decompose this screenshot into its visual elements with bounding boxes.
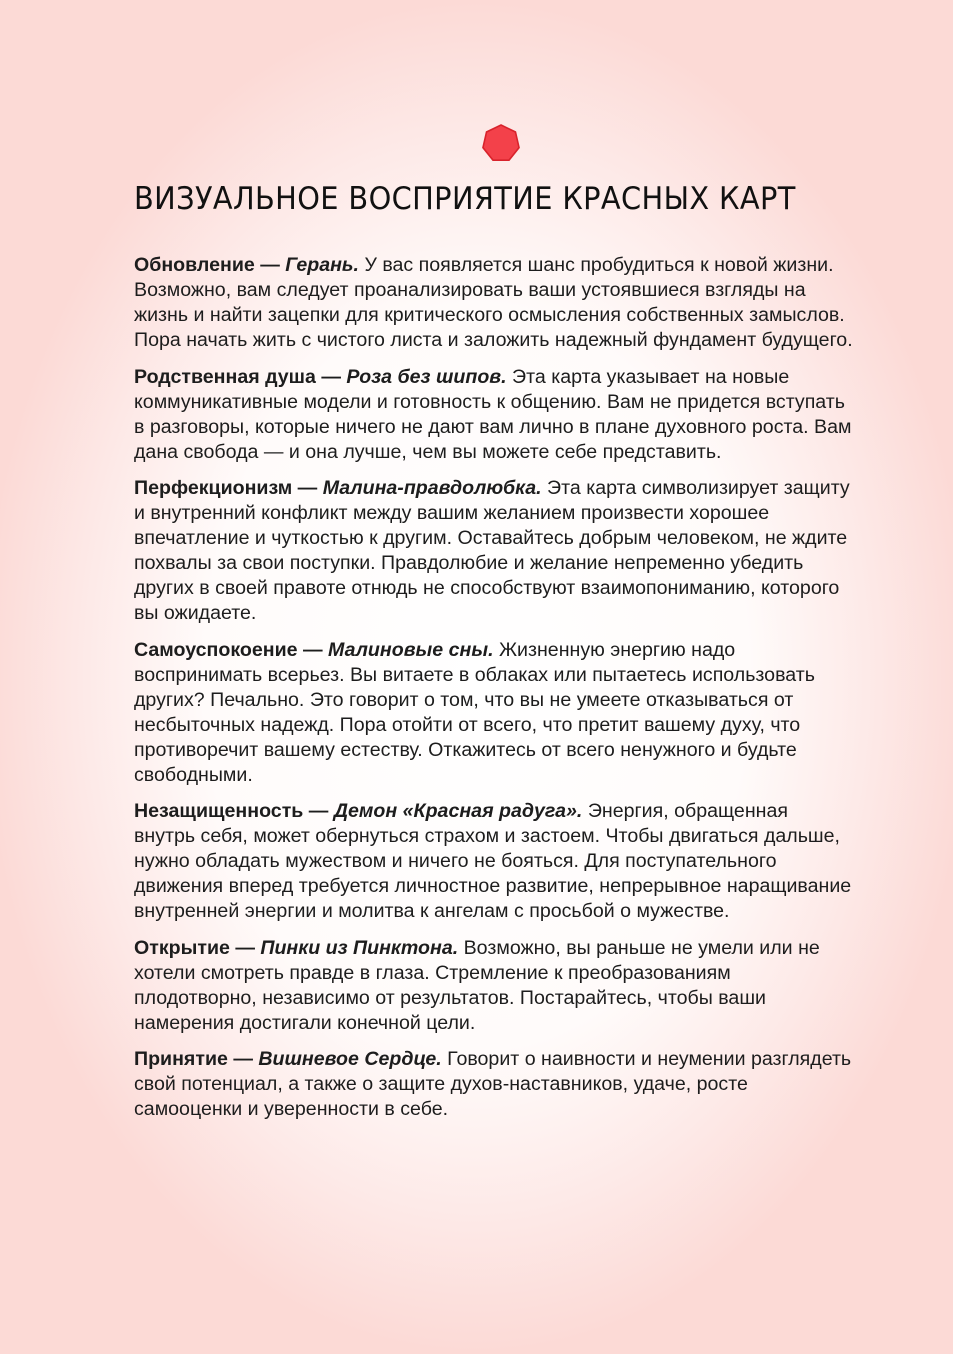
red-heptagon-icon <box>481 123 521 163</box>
card-term: Незащищенность <box>134 800 304 822</box>
card-description: Энергия, обращенная внутрь себя, может обернуться страхом и застоем. Чтобы двигаться дальше, нужно обладать мужеством и ничего не бояться. Для поступательного движения вперед требуется личностное развитие, непрерывное наращивание внутренней энергии и молитва к ангелам с просьбой о мужестве. <box>134 800 852 922</box>
card-term: Перфекционизм <box>134 477 293 499</box>
card-term: Открытие <box>134 936 230 959</box>
card-name: Вишневое Сердце. <box>258 1048 442 1070</box>
card-description: Эта карта символизирует защиту и внутренний конфликт между вашим желанием произвести хорошее впечатление и чуткостью к другим. Оставайтесь добрым человеком, не ждите похвалы за свои поступки. Правдолюбие и желание непременно убедить других в своей правоте отнюдь не способствуют взаимопониманию, которого вы ожидаете. <box>134 477 850 624</box>
card-name: Роза без шипов. <box>346 365 507 388</box>
card-entry-acceptance <box>134 1047 854 1122</box>
dash: — <box>227 1048 259 1070</box>
dash: — <box>229 936 261 959</box>
dash: — <box>303 800 334 822</box>
card-entry-renewal <box>134 253 854 353</box>
card-description: Говорит о наивности и неумении разглядеть свой потенциал, а также о защите духов-наставников, удаче, росте самооценки и уверенности в себе. <box>134 1048 852 1120</box>
card-description: Эта карта указывает на новые коммуникативные модели и готовность к общению. Вам не придется вступать в разговоры, которые ничего не дают вам лично в плане духовного роста. Вам дана свобода — и она лучше, чем вы можете себе представить. <box>134 365 852 463</box>
dash: — <box>254 254 286 276</box>
dash: — <box>315 365 347 388</box>
card-entry-perfectionism <box>134 476 854 626</box>
card-name: Малина-правдолюбка. <box>322 477 542 499</box>
card-entry-insecurity <box>134 799 854 924</box>
page-title: ВИЗУАЛЬНОЕ ВОСПРИЯТИЕ КРАСНЫХ КАРТ <box>134 181 796 217</box>
card-name: Пинки из Пинктона. <box>260 936 459 959</box>
card-entry-discovery <box>134 936 854 1036</box>
card-descriptions <box>134 253 854 1134</box>
card-name: Малиновые сны. <box>328 638 494 661</box>
card-term: Самоуспокоение <box>134 638 298 661</box>
card-description: Жизненную энергию надо воспринимать всерьез. Вы витаете в облаках или пытаетесь использовать других? Печально. Это говорит о том, что вы не умеете отказываться от несбыточных надежд. Пора отойти от всего, что претит вашему духу, что противоречит вашему естеству. Откажитесь от всего ненужного и будьте свободными. <box>134 638 815 786</box>
card-entry-complacency <box>134 638 854 788</box>
dash: — <box>297 638 329 661</box>
card-name: Демон «Красная радуга». <box>333 800 583 822</box>
card-description: У вас появляется шанс пробудиться к новой жизни. Возможно, вам следует проанализировать ваши устоявшиеся взгляды на жизнь и найти зацепки для критического осмысления собственных замыслов. Пора начать жить с чистого листа и заложить надежный фундамент будущего. <box>134 254 853 351</box>
card-term: Принятие <box>134 1048 228 1070</box>
card-term: Обновление <box>134 254 255 276</box>
card-name: Герань. <box>285 254 360 276</box>
dash: — <box>292 477 323 499</box>
card-description: Возможно, вы раньше не умели или не хотели смотреть правде в глаза. Стремление к преобразованиям плодотворно, независимо от результатов. Постарайтесь, чтобы ваши намерения достигали конечной цели. <box>134 936 820 1034</box>
card-entry-kindred-soul <box>134 365 854 465</box>
card-term: Родственная душа <box>134 365 316 388</box>
